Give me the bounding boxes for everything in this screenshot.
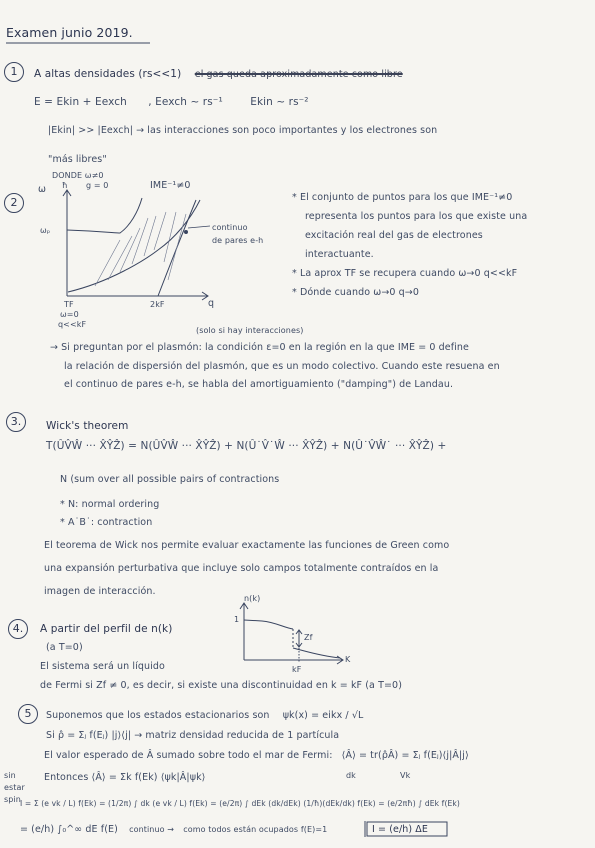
- s2-right-3: excitación real del gas de electrones: [305, 230, 483, 241]
- s4-line2: (a T=0): [46, 642, 83, 653]
- s5-line3: El valor esperado de Â sumado sobre todo el mar de Fermi: ⟨Â⟩ = tr(ρ̂Â) = Σⱼ f(Eⱼ)⟨j|Â|j⟩: [44, 750, 469, 761]
- s1-line1: A altas densidades (rs<<1) el gas queda aproximadamente como libre: [34, 68, 403, 80]
- nk-graph-label-k: K: [345, 655, 351, 664]
- s2-right-2: representa los puntos para los que existe una: [305, 211, 528, 222]
- s4-line4: de Fermi si Zf ≠ 0, es decir, si existe una discontinuidad en k = kF (a T=0): [40, 680, 403, 691]
- s5-line6: = (e/h) ∫₀^∞ dE f(E) continuo → como todos están ocupados f(E)=1: [20, 824, 328, 835]
- graph-label-w0: ω=0: [60, 310, 79, 319]
- graph-label-continuo: continuo: [212, 223, 248, 232]
- nk-graph-label-nk: n(k): [244, 594, 261, 603]
- graph-label-2kf: 2kF: [150, 300, 165, 309]
- nk-graph-label-one: 1: [234, 615, 240, 624]
- s4-line3: El sistema será un líquido: [40, 661, 165, 672]
- question-2-number: 2: [4, 193, 24, 213]
- s2-right-4: interactuante.: [305, 249, 374, 260]
- s2-right-6: * Dónde cuando ω→0 q→0: [292, 287, 419, 298]
- s1-line3: |Ekin| >> |Eexch| → las interacciones son poco importantes y los electrones son: [48, 125, 438, 136]
- s3-line1: Wick's theorem: [46, 420, 129, 432]
- s5-line4: Entonces ⟨Â⟩ = Σk f(Ek) ⟨ψk|Â|ψk⟩: [44, 772, 206, 783]
- s5-final-result: I = (e/h) ΔE: [372, 824, 429, 835]
- s2-right-5: * La aprox TF se recupera cuando ω→0 q<<kF: [292, 268, 518, 279]
- graph-label-qkf: q<<kF: [58, 320, 87, 329]
- s4-line1: A partir del perfil de n(k): [40, 623, 173, 635]
- dispersion-graph: [63, 190, 210, 300]
- s5-dk-label: dk: [346, 771, 356, 780]
- s5-line2: Si ρ̂ = Σⱼ f(Eⱼ) |j⟩⟨j| → matriz densidad reducida de 1 partícula: [46, 730, 340, 741]
- s3-line8: imagen de interacción.: [44, 586, 156, 597]
- question-5-number: 5: [18, 704, 38, 724]
- page-title: Examen junio 2019.: [6, 25, 133, 40]
- s5-current-formula: I = Σ (e vk / L) f(Ek) = (1/2π) ∫ dk (e vk / L) f(Ek) = (e/2π) ∫ dEk (dk/dEk) (1/ħ)(dEk/dk) f(Ek) = (e/2πħ) ∫ dEk f(Ek): [20, 799, 460, 808]
- graph-label-g0: g = 0: [86, 181, 109, 190]
- s1-struck-text: el gas queda aproximadamente como libre: [194, 69, 403, 80]
- s5-side-note: sin estar spin: [4, 771, 25, 804]
- s2-plasmon-3: el continuo de pares e-h, se habla del amortiguamiento ("damping") de Landau.: [64, 379, 454, 390]
- question-4-number: 4.: [8, 619, 28, 639]
- graph-label-omega: ω: [38, 184, 47, 195]
- s1-line2: E = Ekin + Eexch , Eexch ~ rs⁻¹ Ekin ~ rs⁻²: [34, 96, 309, 108]
- graph-label-wp: ωₚ: [40, 226, 51, 235]
- s3-line6: El teorema de Wick nos permite evaluar exactamente las funciones de Green como: [44, 540, 450, 551]
- question-3-number: 3.: [6, 412, 26, 432]
- s2-plasmon-1: → Si preguntan por el plasmón: la condición ε=0 en la región en la que IME = 0 define: [50, 342, 470, 353]
- s3-line5: * A˙B˙: contraction: [60, 517, 153, 528]
- s2-note: (solo si hay interacciones): [196, 326, 304, 335]
- s1-line4: "más libres": [48, 154, 107, 165]
- nk-graph: [240, 603, 343, 664]
- graph-label-tf: TF: [64, 300, 74, 309]
- s5-line1: Suponemos que los estados estacionarios son ψk(x) = eikx / √L: [46, 710, 364, 721]
- s5-vk-label: Vk: [400, 771, 411, 780]
- question-1-number: 1: [4, 62, 24, 82]
- s3-wick-formula: T(ÛV̂Ŵ ··· X̂ŶẐ) = N(ÛV̂Ŵ ··· X̂ŶẐ) + N(Û˙V̂˙Ŵ ··· X̂ŶẐ) + N(Û˙V̂Ŵ˙ ··· X̂ŶẐ) +: [46, 440, 447, 452]
- nk-graph-label-kf: kF: [292, 665, 302, 674]
- graph-label-q: q: [208, 298, 215, 309]
- s2-plasmon-2: la relación de dispersión del plasmón, que es un modo colectivo. Cuando este resuena en: [64, 361, 500, 372]
- graph-label-ime: IME⁻¹≠0: [150, 180, 191, 191]
- s3-line4: * N: normal ordering: [60, 499, 160, 510]
- nk-graph-label-zf: Zf: [304, 633, 313, 642]
- s3-line7: una expansión perturbativa que incluye solo campos totalmente contraídos en la: [44, 563, 439, 574]
- s2-right-1: * El conjunto de puntos para los que IME⁻¹≠0: [292, 192, 513, 203]
- graph-label-above-w: DONDE ω≠0: [52, 171, 104, 180]
- graph-label-pares: de pares e-h: [212, 236, 264, 245]
- s3-line3: N (sum over all possible pairs of contractions: [60, 474, 280, 485]
- graph-label-hbar: ħ: [62, 181, 68, 190]
